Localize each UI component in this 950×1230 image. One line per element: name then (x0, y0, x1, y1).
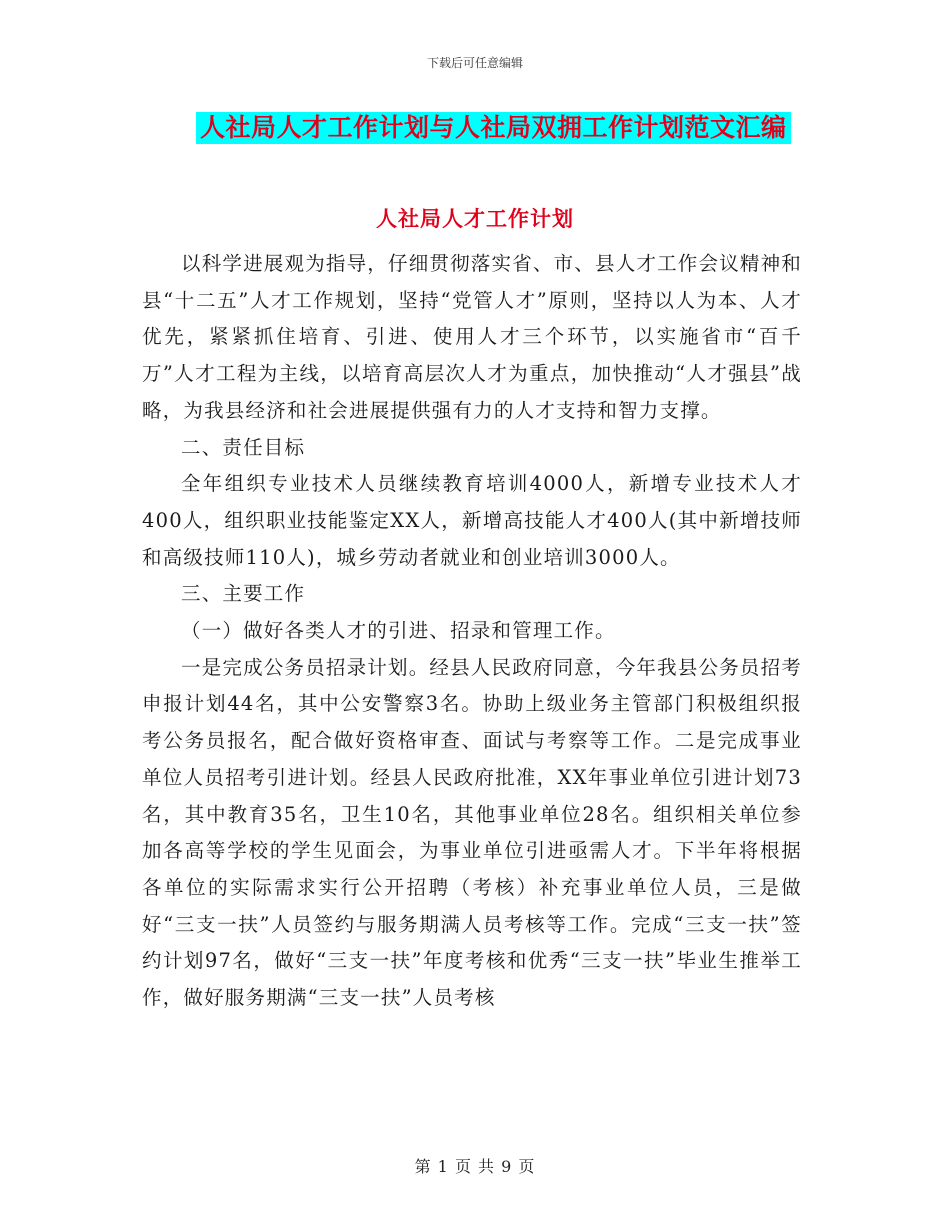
heading-main-work: 三、主要工作 (181, 582, 306, 606)
paragraph-recruitment: 一是完成公务员招录计划。经县人民政府同意，今年我县公务员招考申报计划44名，其中公安警察3名。协助上级业务主管部门积极组织报考公务员报名，配合做好资格审查、面试与考察等工作。二是完成事业单位人员招考引进计划。经县人民政府批准，XX年事业单位引进计划73名，其中教育35名，卫生10名，其他事业单位28名。组织相关单位参加各高等学校的学生见面会，为事业单位引进亟需人才。下半年将根据各单位的实际需求实行公开招聘（考核）补充事业单位人员，三是做好“三支一扶”人员签约与服务期满人员考核等工作。完成“三支一扶”签约计划97名，做好“三支一扶”年度考核和优秀“三支一扶”毕业生推举工作，做好服务期满“三支一扶”人员考核 (142, 655, 803, 1010)
section-title: 人社局人才工作计划 (376, 206, 574, 231)
paragraph-goals: 全年组织专业技术人员继续教育培训4000人，新增专业技术人才400人，组织职业技能鉴定XX人，新增高技能人才400人(其中新增技师和高级技师110人)，城乡劳动者就业和创业培训3000人。 (142, 472, 802, 569)
page-number: 第 1 页 共 9 页 (414, 1157, 536, 1176)
heading-responsibility-goals: 二、责任目标 (181, 435, 306, 459)
paragraph-intro: 以科学进展观为指导，仔细贯彻落实省、市、县人才工作会议精神和县“十二五”人才工作规划，坚持“党管人才”原则，坚持以人为本、人才优先，紧紧抓住培育、引进、使用人才三个环节，以实施省市“百千万”人才工程为主线，以培育高层次人才为重点，加快推动“人才强县”战略，为我县经济和社会进展提供强有力的人才支持和智力支撑。 (142, 252, 803, 422)
document-title: 人社局人才工作计划与人社局双拥工作计划范文汇编 (196, 112, 791, 144)
header-note: 下载后可任意编辑 (426, 56, 523, 70)
document-body (142, 246, 802, 1017)
subheading-talent-recruitment: （一）做好各类人才的引进、招录和管理工作。 (181, 619, 616, 643)
